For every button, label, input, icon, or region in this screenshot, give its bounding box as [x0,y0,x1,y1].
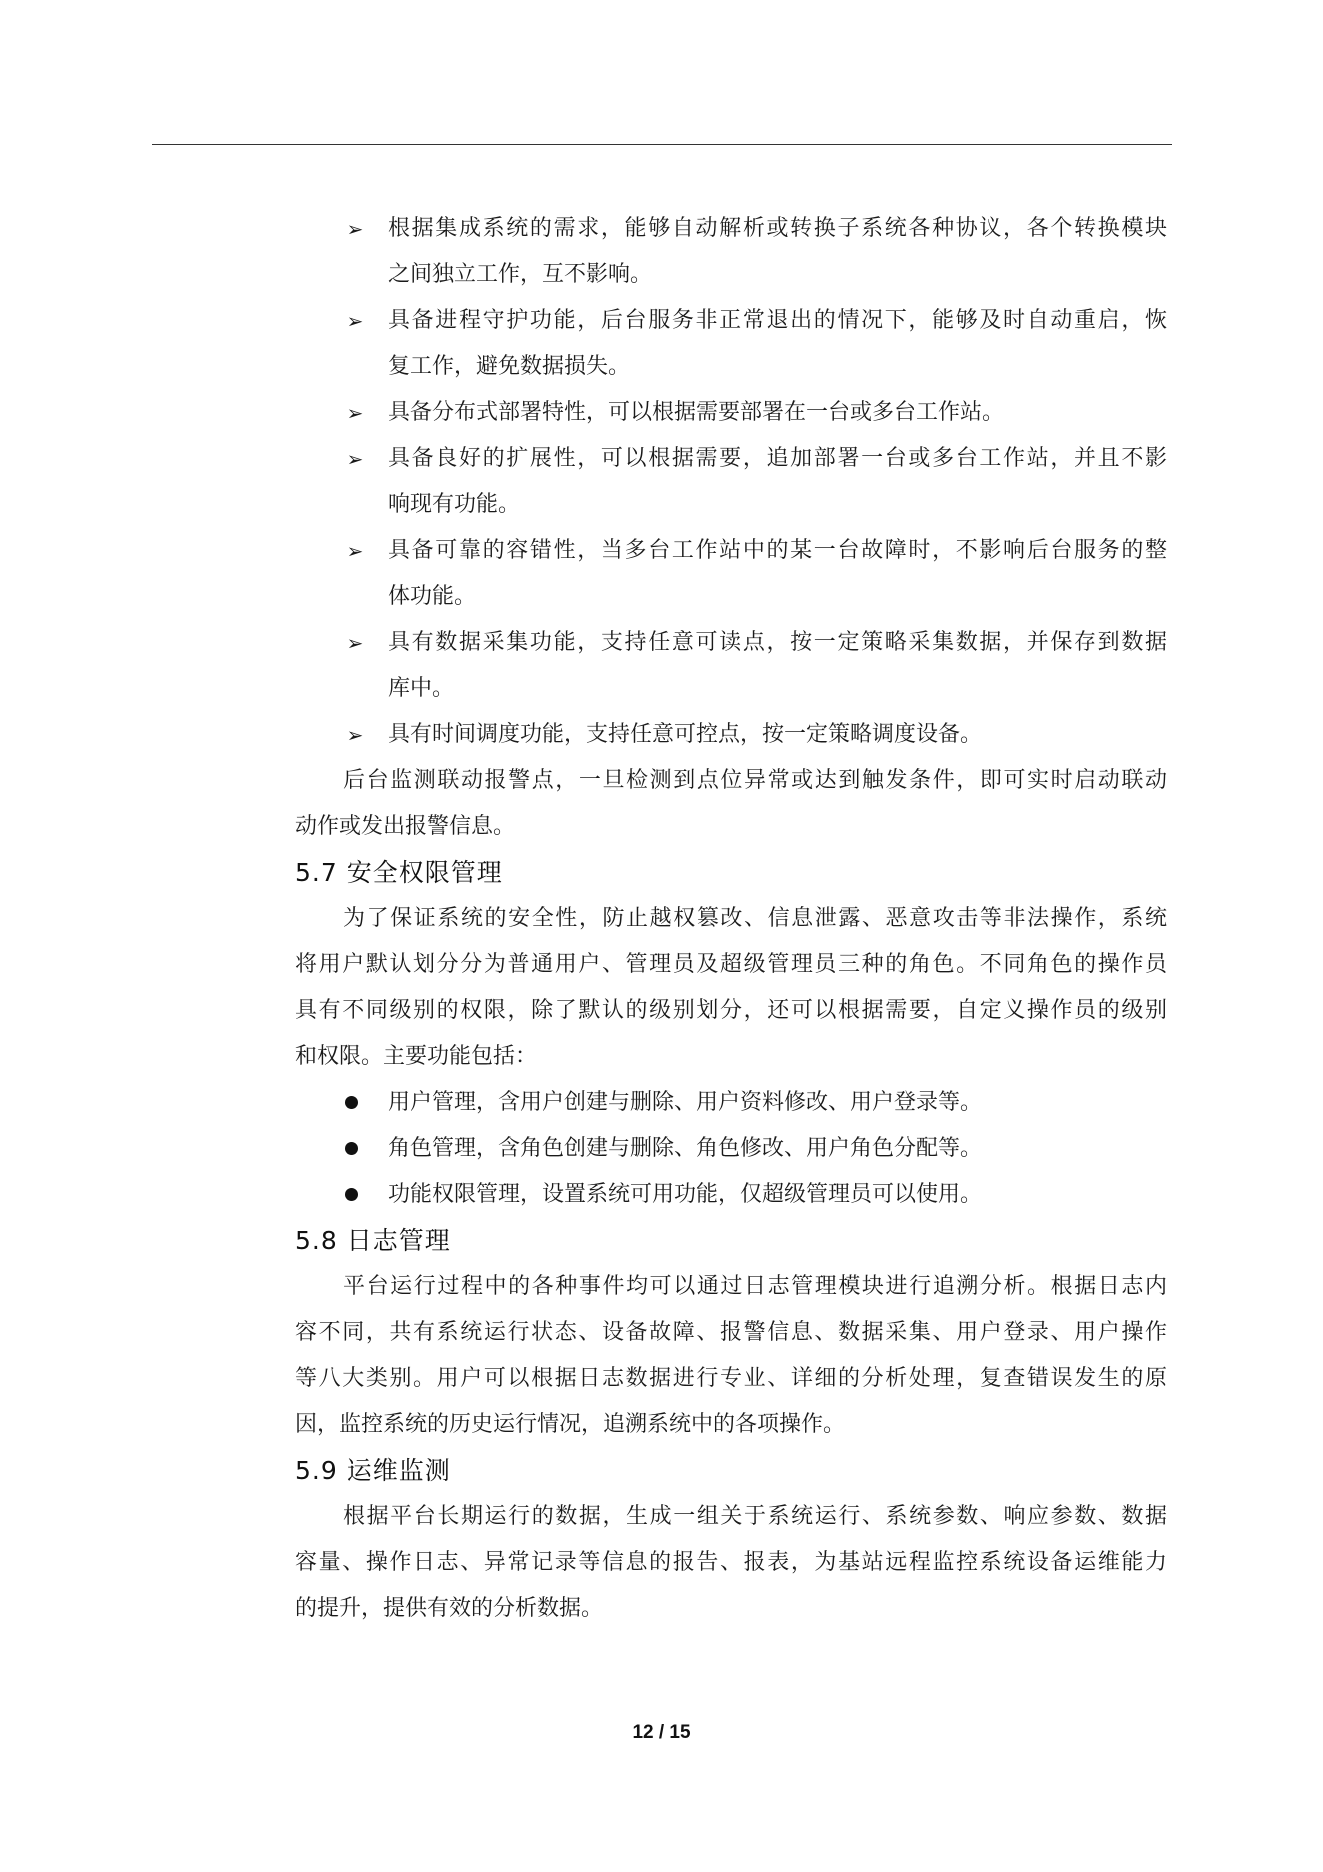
list-item [295,390,1167,436]
paragraph-line: 的提升，提供有效的分析数据。 [295,1596,604,1621]
list-item [295,298,1167,390]
list-item-line: 响现有功能。 [388,492,521,517]
paragraph-line: 等八大类别。用户可以根据日志数据进行专业、详细的分析处理，复查错误发生的原 [295,1366,1167,1391]
paragraph-line: 将用户默认划分分为普通用户、管理员及超级管理员三种的角色。不同角色的操作员 [295,952,1167,977]
list-item-line: 体功能。 [388,584,477,609]
section-heading-5-9: 5.9 运维监测 [295,1456,451,1485]
list-item-line: 库中。 [388,676,455,701]
list-item [295,528,1167,620]
arrow-bullet-icon: ➢ [346,723,364,747]
alarm-paragraph [295,758,1167,850]
paragraph-line: 为了保证系统的安全性，防止越权篡改、信息泄露、恶意攻击等非法操作，系统 [343,906,1167,931]
list-item-line: 具备分布式部署特性，可以根据需要部署在一台或多台工作站。 [388,400,1005,425]
section-5-9-paragraph [295,1494,1167,1632]
list-item [295,436,1167,528]
arrow-bullet-icon: ➢ [346,447,364,471]
list-item-line: 用户管理，含用户创建与删除、用户资料修改、用户登录等。 [388,1090,983,1115]
paragraph-line: 动作或发出报警信息。 [295,814,516,839]
list-item-line: 具有数据采集功能，支持任意可读点，按一定策略采集数据，并保存到数据 [388,630,1167,655]
arrow-bullet-icon: ➢ [346,309,364,333]
arrow-bullet-list [295,206,1167,758]
section-5-8-paragraph [295,1264,1167,1448]
list-item-line: 之间独立工作，互不影响。 [388,262,653,287]
paragraph-line: 平台运行过程中的各种事件均可以通过日志管理模块进行追溯分析。根据日志内 [343,1274,1167,1299]
list-item-line: 具备良好的扩展性，可以根据需要，追加部署一台或多台工作站，并且不影 [388,446,1167,471]
list-item-line: 根据集成系统的需求，能够自动解析或转换子系统各种协议，各个转换模块 [388,216,1167,241]
list-item [295,620,1167,712]
page-number: 12 / 15 [632,1722,691,1743]
list-item-line: 角色管理，含角色创建与删除、角色修改、用户角色分配等。 [388,1136,983,1161]
arrow-bullet-icon: ➢ [346,217,364,241]
list-item-line: 具有时间调度功能，支持任意可控点，按一定策略调度设备。 [388,722,983,747]
bullet-dot-icon [345,1096,358,1109]
paragraph-line: 后台监测联动报警点，一旦检测到点位异常或达到触发条件，即可实时启动联动 [343,768,1167,793]
list-item-line: 复工作，避免数据损失。 [388,354,631,379]
list-item [295,1172,1167,1218]
paragraph-line: 具有不同级别的权限，除了默认的级别划分，还可以根据需要，自定义操作员的级别 [295,998,1167,1023]
arrow-bullet-icon: ➢ [346,401,364,425]
list-item [295,712,1167,758]
paragraph-line: 和权限。主要功能包括： [295,1044,538,1069]
section-heading-5-8: 5.8 日志管理 [295,1226,451,1255]
header-rule [152,144,1172,145]
list-item-line: 具备可靠的容错性，当多台工作站中的某一台故障时，不影响后台服务的整 [388,538,1167,563]
paragraph-line: 根据平台长期运行的数据，生成一组关于系统运行、系统参数、响应参数、数据 [343,1504,1167,1529]
bullet-dot-icon [345,1188,358,1201]
arrow-bullet-icon: ➢ [346,631,364,655]
list-item [295,1126,1167,1172]
section-heading-5-7: 5.7 安全权限管理 [295,858,503,887]
paragraph-line: 容不同，共有系统运行状态、设备故障、报警信息、数据采集、用户登录、用户操作 [295,1320,1167,1345]
document-body [295,206,1167,1632]
dot-bullet-list [295,1080,1167,1218]
paragraph-line: 因，监控系统的历史运行情况，追溯系统中的各项操作。 [295,1412,846,1437]
list-item [295,1080,1167,1126]
list-item [295,206,1167,298]
bullet-dot-icon [345,1142,358,1155]
list-item-line: 具备进程守护功能，后台服务非正常退出的情况下，能够及时自动重启，恢 [388,308,1167,333]
list-item-line: 功能权限管理，设置系统可用功能，仅超级管理员可以使用。 [388,1182,983,1207]
section-5-7-paragraph [295,896,1167,1080]
paragraph-line: 容量、操作日志、异常记录等信息的报告、报表，为基站远程监控系统设备运维能力 [295,1550,1167,1575]
arrow-bullet-icon: ➢ [346,539,364,563]
